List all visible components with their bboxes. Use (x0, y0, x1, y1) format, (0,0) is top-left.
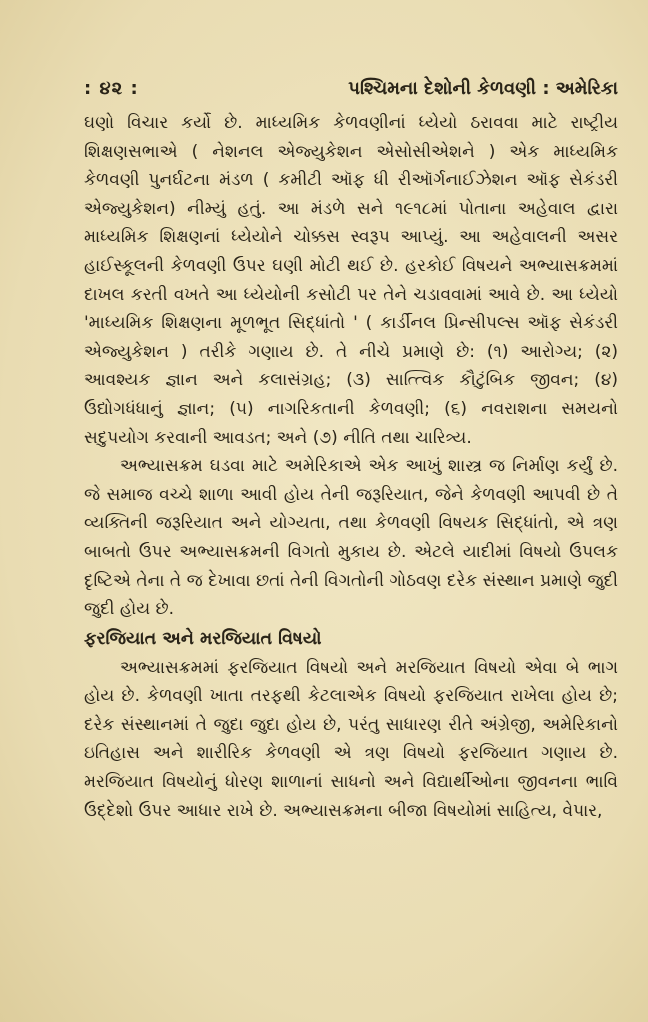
paragraph-subjects: અભ્યાસક્રમમાં ફરજિયાત વિષયો અને મરજિયાત વિષયો એવા બે ભાગ હોય છે. કેળવણી ખાતા તરફથી કેટલાએક વિષયો ફરજિયાત રાખેલા હોય છે; દરેક સંસ્થાનમાં તે જુદા જુદા હોય છે, પરંતુ સાધારણ રીતે અંગ્રેજી, અમેરિકાનો ઇતિહાસ અને શારીરિક કેળવણી એ ત્રણ વિષયો ફરજિયાત ગણાય છે. મરજિયાત વિષયોનું ધોરણ શાળાનાં સાધનો અને વિદ્યાર્થીઓના જીવનના ભાવિ ઉદ્દેશો ઉપર આધાર રાખે છે. અભ્યાસક્રમના બીજા વિષયોમાં સાહિત્ય, વેપાર, (84, 657, 618, 821)
body-text (84, 109, 618, 825)
page-number: : ૪૨ : (84, 78, 139, 99)
page-header (84, 78, 618, 99)
paragraph-aims: ઘણો વિચાર કર્યો છે. માધ્યમિક કેળવણીનાં ધ્યેયો ઠરાવવા માટે રાષ્ટ્રીય શિક્ષણસભાએ ( નેશનલ એજ્યુકેશન એસોસીએશને ) એક માધ્યમિક કેળવણી પુનર્ઘટના મંડળ ( કમીટી ઑફ ધી રીઑર્ગનાઈઝેશન ઑફ સેકંડરી એજ્યુકેશન) નીમ્યું હતું. આ મંડળે સને ૧૯૧૮માં પોતાના અહેવાલ દ્વારા માધ્યમિક શિક્ષણનાં ધ્યેયોને ચોક્કસ સ્વરૂપ આપ્યું. આ અહેવાલની અસર હાઈસ્કૂલની કેળવણી ઉપર ઘણી મોટી થઈ છે. હરકોઈ વિષયને અભ્યાસક્રમમાં દાખલ કરતી વખતે આ ધ્યેયોની કસોટી પર તેને ચડાવવામાં આવે છે. આ ધ્યેયો 'માધ્યમિક શિક્ષણના મૂળભૂત સિદ્ધાંતો ' ( કાર્ડીનલ પ્રિન્સીપલ્સ ઑફ સેકંડરી એજ્યુકેશન ) તરીકે ગણાય છે. તે નીચે પ્રમાણે છે: (૧) આરોગ્ય; (૨) આવશ્યક જ્ઞાન અને કલાસંગ્રહ; (૩) સાત્ત્વિક કૌટુંબિક જીવન; (૪) ઉદ્યોગધંધાનું જ્ઞાન; (૫) નાગરિકતાની કેળવણી; (૬) નવરાશના સમયનો સદુપયોગ કરવાની આવડત; અને (૭) નીતિ તથા ચારિત્ર્ય. (84, 113, 618, 448)
paragraph-curriculum: અભ્યાસક્રમ ઘડવા માટે અમેરિકાએ એક આખું શાસ્ત્ર જ નિર્માણ કર્યું છે. જે સમાજ વચ્ચે શાળા આવી હોય તેની જરૂરિયાત, જેને કેળવણી આપવી છે તે વ્યક્તિની જરૂરિયાત અને યોગ્યતા, તથા કેળવણી વિષયક સિદ્ધાંતો, એ ત્રણ બાબતો ઉપર અભ્યાસક્રમની વિગતો મુકાય છે. એટલે યાદીમાં વિષયો ઉપલક દૃષ્ટિએ તેના તે જ દેખાવા છતાં તેની વિગતોની ગોઠવણ દરેક સંસ્થાન પ્રમાણે જુદી જુદી હોય છે. (84, 456, 618, 620)
running-title: પશ્ચિમના દેશોની કેળવણી : અમેરિકા (348, 78, 618, 99)
section-heading: ફરજિયાત અને મરજિયાત વિષયો (84, 628, 322, 649)
